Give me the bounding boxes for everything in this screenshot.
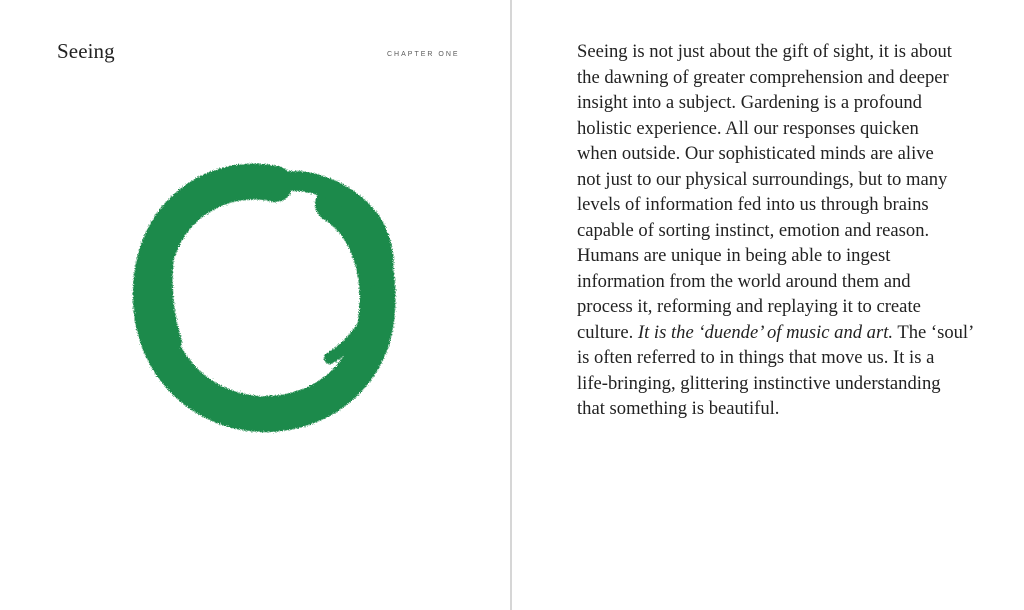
enso-circle-icon (125, 152, 403, 438)
body-paragraph (577, 39, 977, 422)
italic-phrase: It is the ‘duende’ of music and art. (637, 321, 894, 343)
text-line: not just to our physical surroundings, but to many (577, 168, 948, 190)
text-line: holistic experience. All our responses quicken (577, 117, 919, 139)
text-line: the dawning of greater comprehension and deeper (577, 66, 949, 88)
text-line: process it, reforming and replaying it to create (577, 296, 921, 317)
text-line: information from the world around them and (577, 270, 911, 292)
text-line: that something is beautiful. (577, 398, 780, 419)
page-title: Seeing (57, 39, 115, 63)
text-line: Humans are unique in being able to ingest (577, 245, 891, 266)
left-page (0, 0, 511, 610)
text-run: culture. (577, 321, 638, 343)
right-page (513, 0, 1024, 610)
text-line: levels of information fed into us through brains (577, 194, 929, 215)
page-gutter (510, 0, 512, 610)
chapter-label: CHAPTER ONE (387, 51, 460, 58)
text-run: The ‘soul’ (893, 321, 975, 343)
text-line: insight into a subject. Gardening is a profound (577, 92, 922, 113)
text-line: Seeing is not just about the gift of sight, it is about (577, 41, 952, 62)
text-line: capable of sorting instinct, emotion and reason. (577, 219, 930, 241)
text-line: is often referred to in things that move us. It is a (577, 347, 935, 368)
text-line: life-bringing, glittering instinctive understanding (577, 372, 941, 394)
text-line: when outside. Our sophisticated minds are alive (577, 143, 934, 164)
text-line (577, 320, 977, 346)
